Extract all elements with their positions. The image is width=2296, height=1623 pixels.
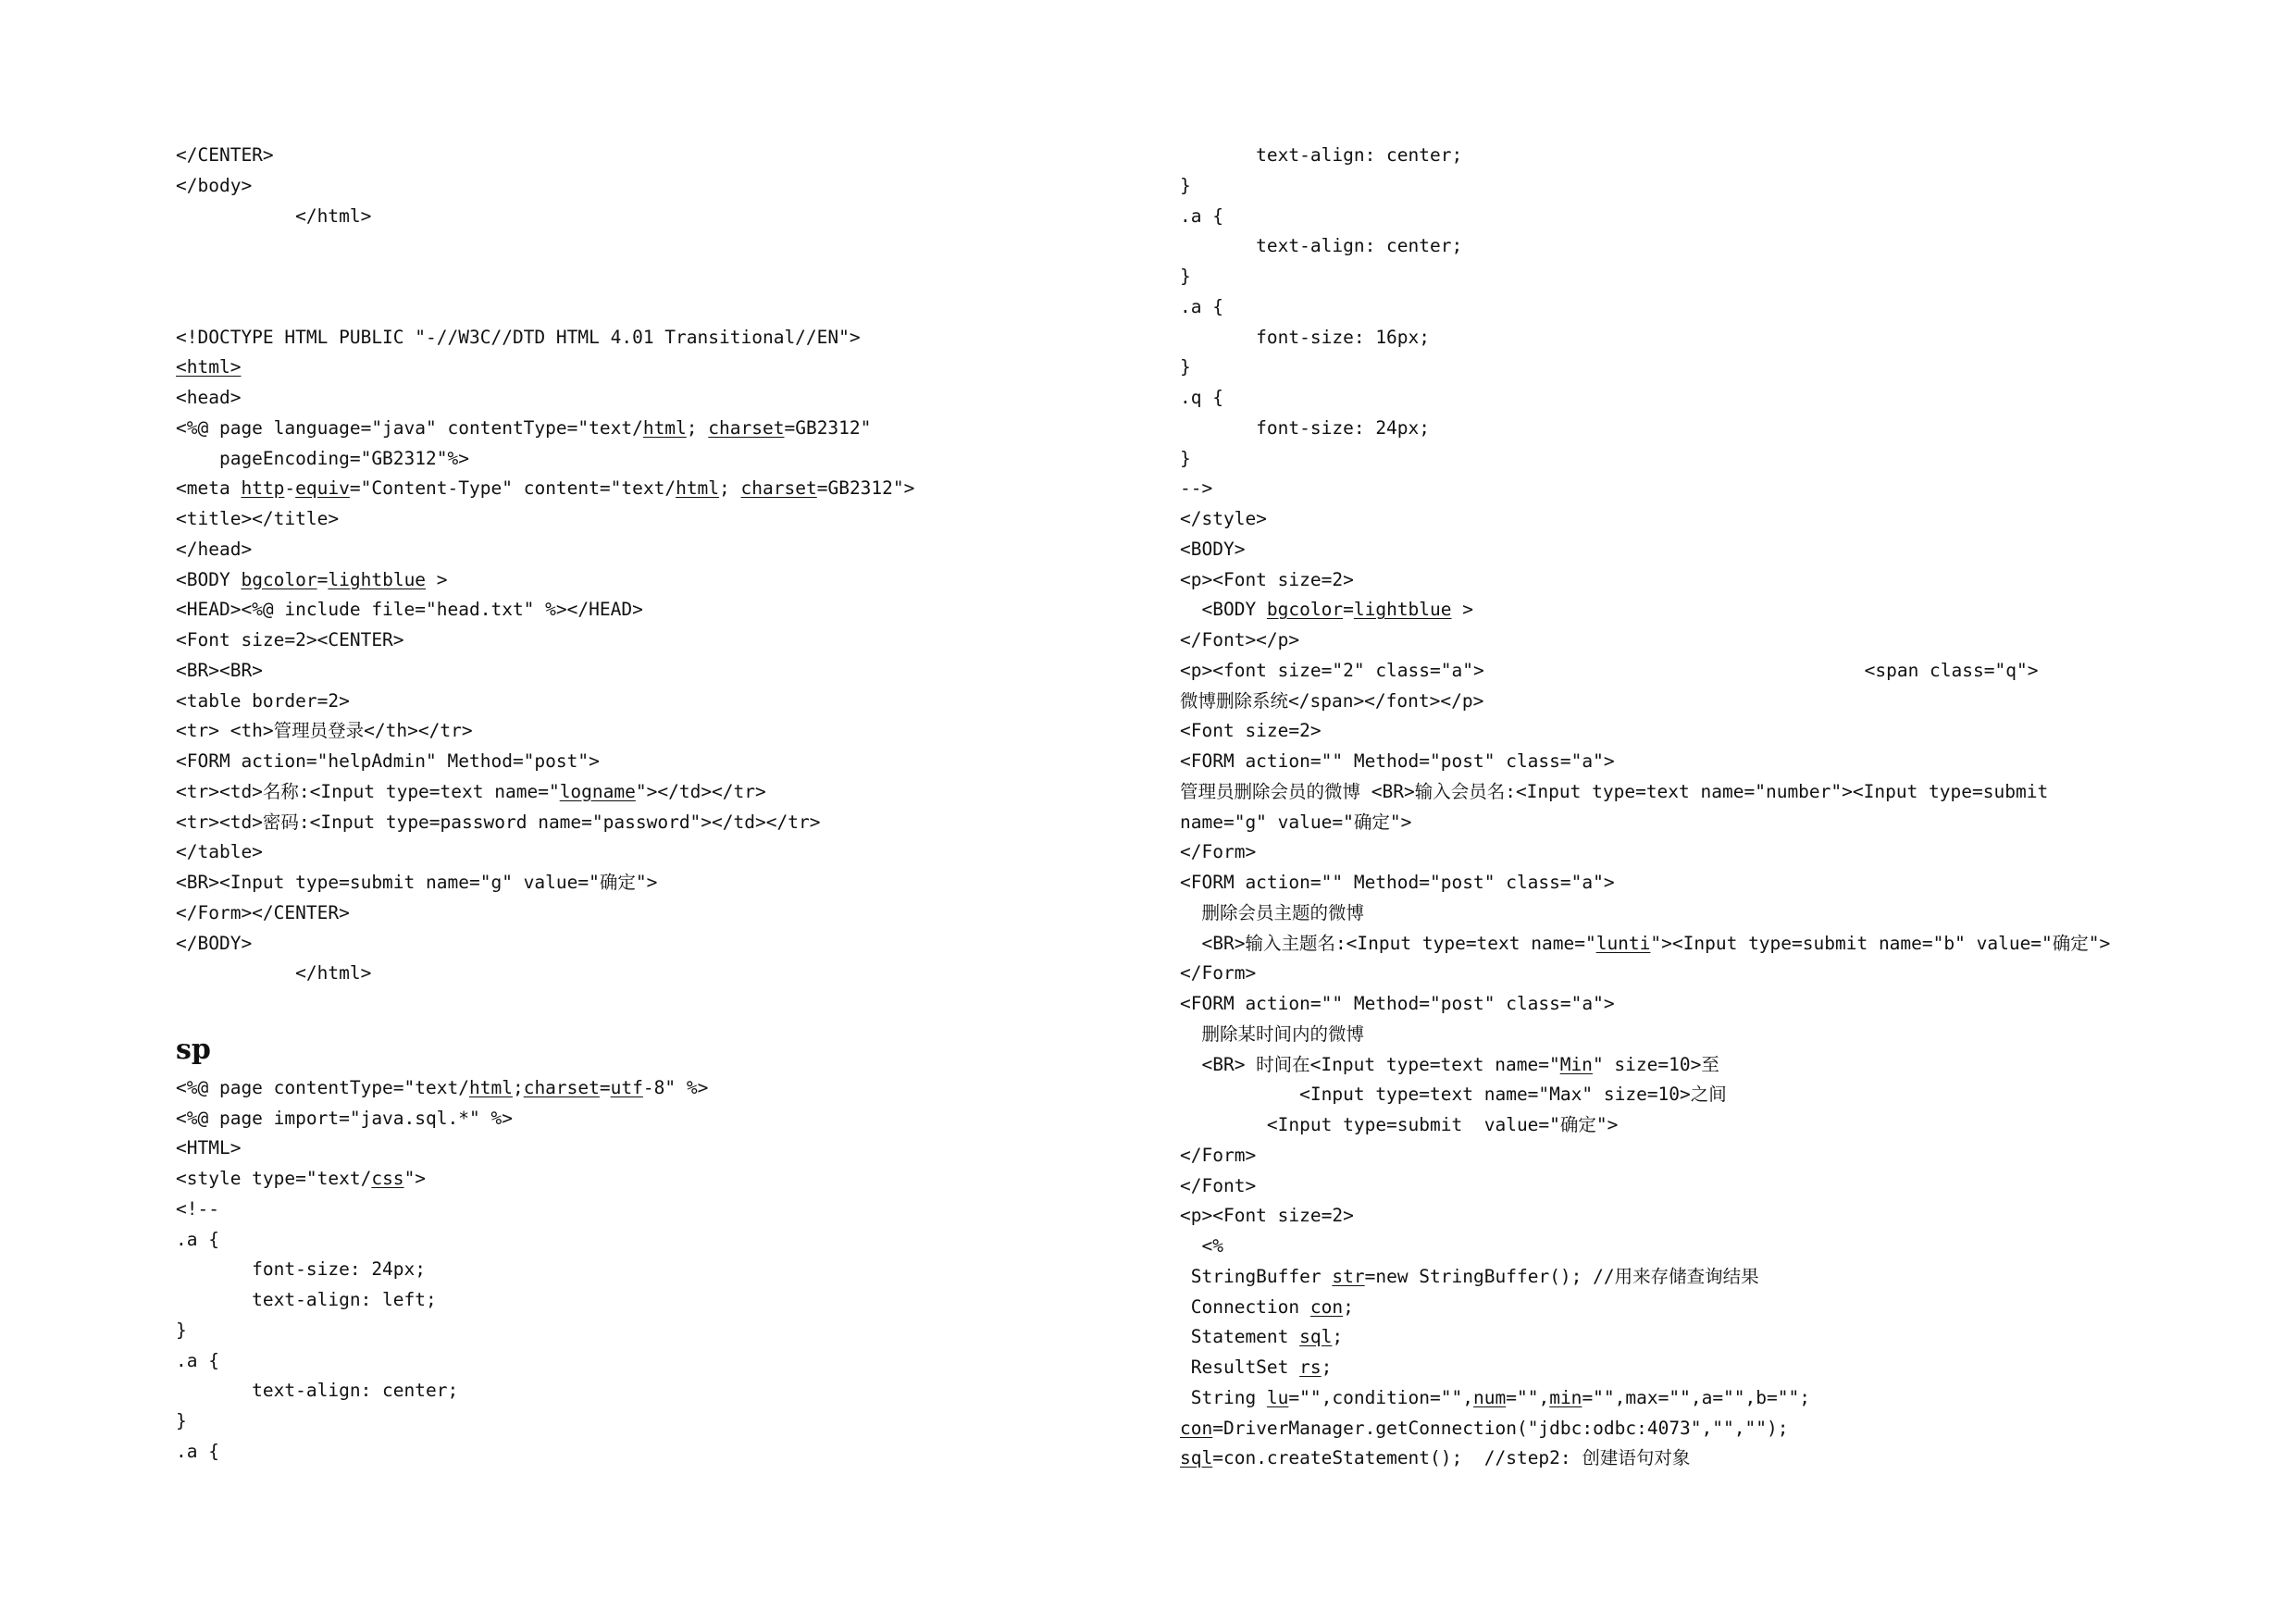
code-line: [1180, 323, 2272, 353]
code-text: <Font size=2>: [1180, 720, 1322, 742]
code-text: =: [599, 1076, 611, 1098]
code-text: " size=10>至: [1592, 1053, 1719, 1075]
code-line: [1180, 656, 2272, 687]
code-line: [1180, 747, 2272, 777]
code-text: Statement: [1180, 1326, 1300, 1348]
code-text: font-size: 16px;: [1180, 326, 1431, 348]
code-text: ="Content-Type" content="text/: [349, 477, 676, 500]
code-text: =DriverManager.getConnection("jdbc:odbc:4073","","");: [1212, 1417, 1789, 1439]
code-line: [176, 474, 1120, 504]
underlined-token: logname: [559, 780, 636, 802]
code-line: [176, 565, 1120, 596]
underlined-token: Min: [1559, 1053, 1593, 1075]
code-text: 删除某时间内的微博: [1180, 1022, 1364, 1045]
underlined-token: min: [1549, 1386, 1582, 1408]
code-text: </BODY>: [176, 932, 253, 954]
code-text: <meta: [176, 477, 242, 500]
underlined-token: sql: [1180, 1447, 1213, 1469]
code-text: ;: [686, 416, 709, 439]
code-text: 微博删除系统</span></font></p>: [1180, 689, 1484, 712]
code-line: [1180, 626, 2272, 656]
code-text: </head>: [176, 538, 253, 560]
code-text: <%@ page import="java.sql.*" %>: [176, 1107, 513, 1129]
code-line: [1180, 1322, 2272, 1353]
code-text: <tr> <th>管理员登录</th></tr>: [176, 720, 473, 742]
code-text: =: [316, 568, 329, 590]
code-line: [176, 1073, 1120, 1104]
code-line: [1180, 474, 2272, 504]
code-text: }: [1180, 356, 1191, 378]
code-text: </html>: [176, 962, 372, 985]
code-line: [1180, 989, 2272, 1020]
underlined-token: rs: [1299, 1357, 1322, 1378]
code-line: [1180, 535, 2272, 565]
code-line: [176, 898, 1120, 929]
code-line: [1180, 292, 2272, 323]
code-text: ;: [719, 477, 741, 500]
underlined-token: html: [468, 1076, 513, 1098]
underlined-token: num: [1473, 1386, 1507, 1408]
code-text: text-align: center;: [1180, 144, 1463, 166]
code-text: -8" %>: [642, 1076, 709, 1098]
code-line: [1180, 171, 2272, 202]
underlined-token: con: [1309, 1295, 1344, 1318]
code-line: [176, 1195, 1120, 1225]
code-text: </Form>: [1180, 1144, 1257, 1166]
underlined-token: lu: [1266, 1386, 1289, 1408]
code-text: ;: [512, 1076, 524, 1098]
code-text: <BODY>: [1180, 538, 1246, 560]
code-line: [176, 929, 1120, 960]
underlined-token: sql: [1299, 1326, 1333, 1348]
code-text: pageEncoding="GB2312"%>: [176, 447, 469, 469]
code-line: [176, 687, 1120, 717]
code-line: [176, 535, 1120, 565]
code-line: [176, 595, 1120, 626]
code-text: <BR>输入主题名:<Input type=text name=": [1180, 932, 1596, 954]
blank-line: [176, 262, 1120, 292]
code-line: [176, 1164, 1120, 1195]
right-code-column: [1180, 141, 2272, 1474]
code-line: [1180, 1232, 2272, 1262]
underlined-token: css: [371, 1168, 404, 1189]
code-line: [176, 1134, 1120, 1164]
code-line: [176, 414, 1120, 444]
code-line: [176, 1225, 1120, 1256]
code-text: >: [426, 568, 448, 590]
underlined-token: charset: [708, 416, 785, 439]
code-line: [1180, 444, 2272, 475]
code-line: [1180, 868, 2272, 898]
code-text: </CENTER>: [176, 144, 274, 166]
code-line: [176, 959, 1120, 989]
code-line: [1180, 1171, 2272, 1202]
code-text: <p><font size="2" class="a"> <span class="q">: [1180, 659, 2039, 681]
code-line: [1180, 1262, 2272, 1293]
code-line: [1180, 1383, 2272, 1414]
code-text: <HEAD><%@ include file="head.txt" %></HEAD>: [176, 599, 643, 621]
code-line: [176, 141, 1120, 171]
code-line: [176, 1346, 1120, 1377]
code-text: ;: [1332, 1326, 1344, 1348]
code-line: [176, 868, 1120, 898]
code-line: [176, 1406, 1120, 1437]
code-text: }: [1180, 447, 1191, 469]
code-line: [1180, 383, 2272, 414]
section-heading: sp: [176, 1033, 211, 1066]
code-text: text-align: left;: [176, 1289, 437, 1310]
underlined-token: html: [642, 416, 687, 439]
code-text: ;: [1343, 1295, 1354, 1318]
code-text: <FORM action="" Method="post" class="a">: [1180, 993, 1615, 1014]
code-line: [1180, 716, 2272, 747]
code-text: }: [176, 1410, 187, 1431]
underlined-token: bgcolor: [241, 568, 317, 590]
code-text: <%@ page language="java" contentType="text/: [176, 416, 643, 439]
code-text: .a {: [176, 1228, 219, 1250]
code-line: [1180, 1020, 2272, 1050]
code-line: [1180, 959, 2272, 989]
code-line: [1180, 929, 2272, 960]
underlined-token: http: [241, 477, 285, 500]
code-line: [1180, 837, 2272, 868]
code-text: 管理员删除会员的微博 <BR>输入会员名:<Input type=text name="number"><Input type=submit: [1180, 780, 2049, 802]
blank-line: [176, 292, 1120, 323]
code-text: =GB2312": [784, 416, 872, 439]
code-text: -->: [1180, 477, 1213, 500]
underlined-token: <html>: [176, 356, 242, 378]
code-line: [176, 777, 1120, 808]
code-line: [176, 171, 1120, 202]
code-text: <tr><td>密码:<Input type=password name="password"></td></tr>: [176, 811, 821, 833]
code-text: String: [1180, 1386, 1267, 1408]
code-text: </Font></p>: [1180, 629, 1300, 650]
code-line: [176, 202, 1120, 232]
code-text: }: [1180, 266, 1191, 287]
code-line: [1180, 504, 2272, 535]
code-line: [1180, 777, 2272, 808]
code-line: [176, 1104, 1120, 1134]
code-text: font-size: 24px;: [1180, 416, 1431, 439]
code-line: [1180, 898, 2272, 929]
underlined-token: lunti: [1595, 932, 1651, 954]
underlined-token: charset: [523, 1076, 600, 1098]
code-line: [176, 837, 1120, 868]
underlined-token: con: [1180, 1417, 1213, 1439]
code-text: </table>: [176, 841, 263, 863]
underlined-token: str: [1332, 1265, 1365, 1287]
underlined-token: equiv: [295, 477, 350, 500]
code-line: [176, 656, 1120, 687]
underlined-token: bgcolor: [1266, 599, 1344, 621]
code-line: [176, 1316, 1120, 1346]
underlined-token: lightblue: [328, 568, 427, 590]
code-line: [1180, 1050, 2272, 1081]
code-line: [176, 808, 1120, 838]
code-text: </Form>: [1180, 962, 1257, 985]
code-text: </Font>: [1180, 1174, 1257, 1196]
code-line: [1180, 808, 2272, 838]
code-text: <head>: [176, 387, 242, 408]
code-line: [1180, 1080, 2272, 1110]
code-line: [176, 383, 1120, 414]
blank-line: [176, 231, 1120, 262]
code-text: <BODY: [1180, 599, 1267, 621]
code-text: <FORM action="helpAdmin" Method="post">: [176, 750, 600, 772]
code-line: [176, 626, 1120, 656]
code-text: <%@ page contentType="text/: [176, 1076, 469, 1098]
code-text: }: [1180, 174, 1191, 196]
code-line: [1180, 687, 2272, 717]
code-line: [176, 323, 1120, 353]
code-line: [1180, 1353, 2272, 1383]
code-line: [1180, 1443, 2272, 1474]
code-line: [1180, 141, 2272, 171]
code-text: <style type="text/: [176, 1168, 372, 1189]
code-line: [176, 1255, 1120, 1285]
code-text: }: [176, 1319, 187, 1341]
code-text: StringBuffer: [1180, 1265, 1333, 1287]
code-text: .a {: [1180, 295, 1223, 317]
code-line: [1180, 262, 2272, 292]
code-text: ="",: [1506, 1386, 1550, 1408]
code-text: =new StringBuffer(); //用来存储查询结果: [1364, 1265, 1759, 1287]
code-text: "><Input type=submit name="b" value="确定">: [1650, 932, 2111, 954]
code-text: </Form>: [1180, 841, 1257, 863]
code-text: .a {: [176, 1349, 219, 1371]
code-line: [1180, 231, 2272, 262]
code-text: <tr><td>名称:<Input type=text name=": [176, 780, 560, 802]
underlined-token: charset: [740, 477, 817, 500]
code-text: .q {: [1180, 387, 1223, 408]
code-text: </Form></CENTER>: [176, 901, 350, 923]
code-text: <!DOCTYPE HTML PUBLIC "-//W3C//DTD HTML 4.01 Transitional//EN">: [176, 326, 861, 348]
code-text: </style>: [1180, 508, 1267, 529]
code-text: <FORM action="" Method="post" class="a">: [1180, 750, 1615, 772]
code-line: [176, 504, 1120, 535]
code-text: <table border=2>: [176, 689, 350, 712]
code-line: [1180, 202, 2272, 232]
code-text: <FORM action="" Method="post" class="a">: [1180, 872, 1615, 893]
code-text: 删除会员主题的微博: [1180, 901, 1364, 923]
code-line: [1180, 1414, 2272, 1444]
code-line: [176, 1285, 1120, 1316]
code-line: [1180, 414, 2272, 444]
code-line: [1180, 595, 2272, 626]
code-text: ResultSet: [1180, 1357, 1300, 1378]
code-text: </body>: [176, 174, 253, 196]
code-line: [176, 1437, 1120, 1468]
code-text: text-align: center;: [1180, 235, 1463, 257]
underlined-token: lightblue: [1353, 599, 1452, 621]
code-text: <HTML>: [176, 1137, 242, 1159]
code-text: >: [1451, 599, 1474, 621]
blank-line: [176, 989, 1120, 1020]
code-line: [1180, 1141, 2272, 1171]
code-line: [1180, 1110, 2272, 1141]
code-text: =con.createStatement(); //step2: 创建语句对象: [1212, 1447, 1691, 1469]
code-text: <BR><Input type=submit name="g" value="确定">: [176, 872, 658, 893]
code-text: name="g" value="确定">: [1180, 811, 1412, 833]
code-text: Connection: [1180, 1295, 1310, 1318]
code-line: [176, 444, 1120, 475]
code-text: =: [1343, 599, 1354, 621]
code-text: <p><Font size=2>: [1180, 568, 1354, 590]
code-text: <!--: [176, 1197, 219, 1220]
code-text: <BR><BR>: [176, 659, 263, 681]
code-text: ="",max="",a="",b="";: [1582, 1386, 1810, 1408]
underlined-token: utf: [610, 1076, 643, 1098]
code-line: [1180, 565, 2272, 596]
code-text: =GB2312">: [816, 477, 915, 500]
code-text: -: [284, 477, 296, 500]
code-text: ="",condition="",: [1288, 1386, 1473, 1408]
code-text: </html>: [176, 204, 372, 227]
code-text: <p><Font size=2>: [1180, 1205, 1354, 1227]
code-line: [176, 716, 1120, 747]
code-text: <BODY: [176, 568, 242, 590]
code-text: <Input type=text name="Max" size=10>之间: [1180, 1084, 1727, 1106]
code-text: <%: [1180, 1235, 1223, 1257]
code-text: <BR> 时间在<Input type=text name=": [1180, 1053, 1560, 1075]
code-text: .a {: [176, 1440, 219, 1462]
code-line: [1180, 353, 2272, 383]
code-text: <title></title>: [176, 508, 340, 529]
code-line: [176, 1376, 1120, 1406]
code-line: [176, 353, 1120, 383]
code-line: [1180, 1293, 2272, 1323]
code-line: [1180, 1201, 2272, 1232]
code-text: ;: [1321, 1357, 1333, 1378]
code-text: font-size: 24px;: [176, 1258, 427, 1281]
code-line: [176, 747, 1120, 777]
code-text: ">: [403, 1168, 427, 1189]
underlined-token: html: [676, 477, 720, 500]
code-text: .a {: [1180, 204, 1223, 227]
code-text: "></td></tr>: [635, 780, 766, 802]
left-code-column: [176, 141, 1120, 1468]
code-text: text-align: center;: [176, 1380, 459, 1402]
code-text: <Font size=2><CENTER>: [176, 629, 404, 650]
code-text: <Input type=submit value="确定">: [1180, 1114, 1619, 1135]
